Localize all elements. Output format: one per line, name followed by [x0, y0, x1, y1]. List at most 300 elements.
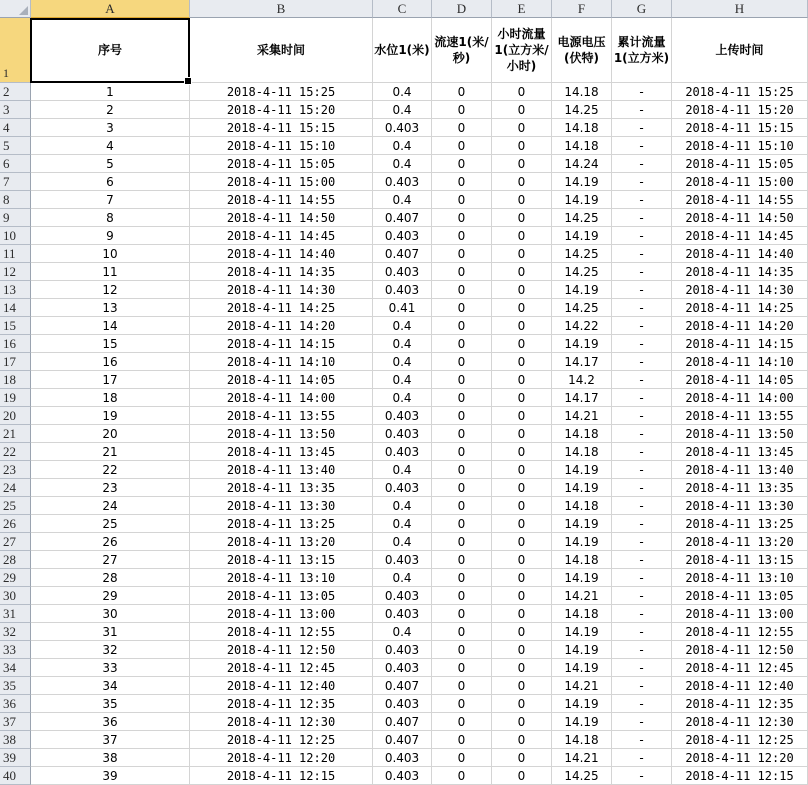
cell-cumulative-flow[interactable]: -: [612, 209, 672, 227]
cell-flow-velocity[interactable]: 0: [432, 371, 492, 389]
cell-flow-velocity[interactable]: 0: [432, 119, 492, 137]
cell-voltage[interactable]: 14.21: [552, 749, 612, 767]
cell-voltage[interactable]: 14.19: [552, 173, 612, 191]
cell-water-level[interactable]: 0.403: [373, 407, 432, 425]
cell-voltage[interactable]: 14.24: [552, 155, 612, 173]
cell-water-level[interactable]: 0.403: [373, 443, 432, 461]
column-header-g[interactable]: G: [612, 0, 672, 18]
cell-voltage[interactable]: 14.21: [552, 407, 612, 425]
cell-cumulative-flow[interactable]: -: [612, 263, 672, 281]
row-header[interactable]: 8: [0, 191, 31, 209]
cell-index[interactable]: 35: [31, 695, 190, 713]
cell-flow-velocity[interactable]: 0: [432, 551, 492, 569]
row-header[interactable]: 10: [0, 227, 31, 245]
cell-cumulative-flow[interactable]: -: [612, 119, 672, 137]
cell-upload-time[interactable]: 2018-4-11 14:55: [672, 191, 808, 209]
cell-water-level[interactable]: 0.4: [373, 623, 432, 641]
cell-upload-time[interactable]: 2018-4-11 13:50: [672, 425, 808, 443]
cell-upload-time[interactable]: 2018-4-11 13:45: [672, 443, 808, 461]
cell-voltage[interactable]: 14.21: [552, 587, 612, 605]
cell-hourly-flow[interactable]: 0: [492, 173, 552, 191]
cell-flow-velocity[interactable]: 0: [432, 443, 492, 461]
cell-hourly-flow[interactable]: 0: [492, 749, 552, 767]
cell-collect-time[interactable]: 2018-4-11 12:20: [190, 749, 373, 767]
cell-upload-time[interactable]: 2018-4-11 12:20: [672, 749, 808, 767]
cell-voltage[interactable]: 14.19: [552, 569, 612, 587]
cell-water-level[interactable]: 0.4: [373, 569, 432, 587]
cell-water-level[interactable]: 0.4: [373, 83, 432, 101]
cell-upload-time[interactable]: 2018-4-11 14:40: [672, 245, 808, 263]
cell-index[interactable]: 3: [31, 119, 190, 137]
cell-cumulative-flow[interactable]: -: [612, 137, 672, 155]
row-header[interactable]: 9: [0, 209, 31, 227]
cell-voltage[interactable]: 14.18: [552, 119, 612, 137]
row-header[interactable]: 35: [0, 677, 31, 695]
cell-upload-time[interactable]: 2018-4-11 12:45: [672, 659, 808, 677]
cell-cumulative-flow[interactable]: -: [612, 497, 672, 515]
cell-collect-time[interactable]: 2018-4-11 14:00: [190, 389, 373, 407]
cell-upload-time[interactable]: 2018-4-11 12:50: [672, 641, 808, 659]
row-header[interactable]: 18: [0, 371, 31, 389]
cell-collect-time[interactable]: 2018-4-11 14:15: [190, 335, 373, 353]
cell-hourly-flow[interactable]: 0: [492, 317, 552, 335]
row-header[interactable]: 38: [0, 731, 31, 749]
header-cell-water-level[interactable]: 水位1(米): [373, 18, 432, 83]
cell-water-level[interactable]: 0.403: [373, 587, 432, 605]
cell-voltage[interactable]: 14.18: [552, 605, 612, 623]
cell-upload-time[interactable]: 2018-4-11 14:25: [672, 299, 808, 317]
cell-collect-time[interactable]: 2018-4-11 13:10: [190, 569, 373, 587]
cell-cumulative-flow[interactable]: -: [612, 623, 672, 641]
cell-index[interactable]: 30: [31, 605, 190, 623]
cell-water-level[interactable]: 0.4: [373, 317, 432, 335]
cell-water-level[interactable]: 0.403: [373, 119, 432, 137]
cell-hourly-flow[interactable]: 0: [492, 515, 552, 533]
cell-hourly-flow[interactable]: 0: [492, 443, 552, 461]
column-header-h[interactable]: H: [672, 0, 808, 18]
row-header[interactable]: 37: [0, 713, 31, 731]
cell-cumulative-flow[interactable]: -: [612, 353, 672, 371]
cell-hourly-flow[interactable]: 0: [492, 479, 552, 497]
cell-hourly-flow[interactable]: 0: [492, 731, 552, 749]
cell-hourly-flow[interactable]: 0: [492, 497, 552, 515]
cell-flow-velocity[interactable]: 0: [432, 713, 492, 731]
cell-water-level[interactable]: 0.403: [373, 767, 432, 785]
cell-water-level[interactable]: 0.403: [373, 227, 432, 245]
cell-hourly-flow[interactable]: 0: [492, 371, 552, 389]
column-header-e[interactable]: E: [492, 0, 552, 18]
cell-cumulative-flow[interactable]: -: [612, 569, 672, 587]
cell-flow-velocity[interactable]: 0: [432, 533, 492, 551]
cell-water-level[interactable]: 0.4: [373, 137, 432, 155]
cell-voltage[interactable]: 14.2: [552, 371, 612, 389]
cell-collect-time[interactable]: 2018-4-11 14:05: [190, 371, 373, 389]
row-header[interactable]: 16: [0, 335, 31, 353]
cell-upload-time[interactable]: 2018-4-11 12:35: [672, 695, 808, 713]
cell-collect-time[interactable]: 2018-4-11 14:45: [190, 227, 373, 245]
cell-flow-velocity[interactable]: 0: [432, 605, 492, 623]
cell-flow-velocity[interactable]: 0: [432, 245, 492, 263]
cell-cumulative-flow[interactable]: -: [612, 767, 672, 785]
cell-collect-time[interactable]: 2018-4-11 12:15: [190, 767, 373, 785]
cell-cumulative-flow[interactable]: -: [612, 245, 672, 263]
row-header[interactable]: 3: [0, 101, 31, 119]
cell-voltage[interactable]: 14.25: [552, 767, 612, 785]
cell-upload-time[interactable]: 2018-4-11 13:35: [672, 479, 808, 497]
cell-index[interactable]: 24: [31, 497, 190, 515]
cell-flow-velocity[interactable]: 0: [432, 623, 492, 641]
cell-upload-time[interactable]: 2018-4-11 13:55: [672, 407, 808, 425]
cell-upload-time[interactable]: 2018-4-11 13:25: [672, 515, 808, 533]
cell-voltage[interactable]: 14.18: [552, 425, 612, 443]
cell-upload-time[interactable]: 2018-4-11 12:40: [672, 677, 808, 695]
column-header-f[interactable]: F: [552, 0, 612, 18]
cell-water-level[interactable]: 0.403: [373, 479, 432, 497]
row-header[interactable]: 36: [0, 695, 31, 713]
row-header[interactable]: 21: [0, 425, 31, 443]
cell-collect-time[interactable]: 2018-4-11 13:20: [190, 533, 373, 551]
cell-flow-velocity[interactable]: 0: [432, 281, 492, 299]
cell-flow-velocity[interactable]: 0: [432, 353, 492, 371]
cell-hourly-flow[interactable]: 0: [492, 119, 552, 137]
cell-water-level[interactable]: 0.403: [373, 749, 432, 767]
header-cell-collect-time[interactable]: 采集时间: [190, 18, 373, 83]
cell-water-level[interactable]: 0.403: [373, 263, 432, 281]
row-header[interactable]: 26: [0, 515, 31, 533]
cell-hourly-flow[interactable]: 0: [492, 713, 552, 731]
cell-voltage[interactable]: 14.18: [552, 497, 612, 515]
cell-flow-velocity[interactable]: 0: [432, 173, 492, 191]
cell-voltage[interactable]: 14.19: [552, 479, 612, 497]
cell-index[interactable]: 9: [31, 227, 190, 245]
cell-upload-time[interactable]: 2018-4-11 12:15: [672, 767, 808, 785]
cell-upload-time[interactable]: 2018-4-11 15:25: [672, 83, 808, 101]
row-header[interactable]: 14: [0, 299, 31, 317]
cell-flow-velocity[interactable]: 0: [432, 155, 492, 173]
row-header[interactable]: 19: [0, 389, 31, 407]
row-header[interactable]: 13: [0, 281, 31, 299]
cell-index[interactable]: 14: [31, 317, 190, 335]
cell-voltage[interactable]: 14.18: [552, 137, 612, 155]
cell-hourly-flow[interactable]: 0: [492, 659, 552, 677]
row-header[interactable]: 39: [0, 749, 31, 767]
cell-hourly-flow[interactable]: 0: [492, 461, 552, 479]
cell-voltage[interactable]: 14.25: [552, 101, 612, 119]
cell-voltage[interactable]: 14.19: [552, 227, 612, 245]
cell-flow-velocity[interactable]: 0: [432, 461, 492, 479]
cell-cumulative-flow[interactable]: -: [612, 731, 672, 749]
cell-index[interactable]: 39: [31, 767, 190, 785]
cell-collect-time[interactable]: 2018-4-11 15:20: [190, 101, 373, 119]
cell-cumulative-flow[interactable]: -: [612, 605, 672, 623]
cell-index[interactable]: 16: [31, 353, 190, 371]
cell-collect-time[interactable]: 2018-4-11 15:25: [190, 83, 373, 101]
cell-hourly-flow[interactable]: 0: [492, 263, 552, 281]
cell-index[interactable]: 7: [31, 191, 190, 209]
cell-upload-time[interactable]: 2018-4-11 14:20: [672, 317, 808, 335]
cell-cumulative-flow[interactable]: -: [612, 659, 672, 677]
select-all-corner[interactable]: [0, 0, 31, 18]
cell-index[interactable]: 31: [31, 623, 190, 641]
cell-water-level[interactable]: 0.407: [373, 731, 432, 749]
cell-collect-time[interactable]: 2018-4-11 15:00: [190, 173, 373, 191]
cell-cumulative-flow[interactable]: -: [612, 551, 672, 569]
row-header[interactable]: 31: [0, 605, 31, 623]
cell-flow-velocity[interactable]: 0: [432, 101, 492, 119]
cell-flow-velocity[interactable]: 0: [432, 137, 492, 155]
cell-upload-time[interactable]: 2018-4-11 13:00: [672, 605, 808, 623]
cell-voltage[interactable]: 14.25: [552, 245, 612, 263]
cell-index[interactable]: 1: [31, 83, 190, 101]
cell-hourly-flow[interactable]: 0: [492, 695, 552, 713]
cell-flow-velocity[interactable]: 0: [432, 677, 492, 695]
cell-cumulative-flow[interactable]: -: [612, 587, 672, 605]
cell-collect-time[interactable]: 2018-4-11 14:55: [190, 191, 373, 209]
cell-upload-time[interactable]: 2018-4-11 14:45: [672, 227, 808, 245]
cell-cumulative-flow[interactable]: -: [612, 479, 672, 497]
cell-voltage[interactable]: 14.19: [552, 659, 612, 677]
row-header[interactable]: 28: [0, 551, 31, 569]
cell-voltage[interactable]: 14.25: [552, 263, 612, 281]
cell-collect-time[interactable]: 2018-4-11 13:45: [190, 443, 373, 461]
cell-upload-time[interactable]: 2018-4-11 12:55: [672, 623, 808, 641]
cell-collect-time[interactable]: 2018-4-11 14:30: [190, 281, 373, 299]
cell-hourly-flow[interactable]: 0: [492, 425, 552, 443]
cell-water-level[interactable]: 0.403: [373, 605, 432, 623]
cell-upload-time[interactable]: 2018-4-11 14:35: [672, 263, 808, 281]
cell-upload-time[interactable]: 2018-4-11 15:00: [672, 173, 808, 191]
cell-voltage[interactable]: 14.18: [552, 551, 612, 569]
cell-hourly-flow[interactable]: 0: [492, 353, 552, 371]
cell-index[interactable]: 6: [31, 173, 190, 191]
cell-index[interactable]: 12: [31, 281, 190, 299]
cell-water-level[interactable]: 0.41: [373, 299, 432, 317]
cell-voltage[interactable]: 14.19: [552, 191, 612, 209]
cell-upload-time[interactable]: 2018-4-11 13:10: [672, 569, 808, 587]
cell-upload-time[interactable]: 2018-4-11 13:40: [672, 461, 808, 479]
cell-flow-velocity[interactable]: 0: [432, 191, 492, 209]
cell-hourly-flow[interactable]: 0: [492, 677, 552, 695]
cell-upload-time[interactable]: 2018-4-11 13:20: [672, 533, 808, 551]
cell-flow-velocity[interactable]: 0: [432, 587, 492, 605]
cell-voltage[interactable]: 14.21: [552, 677, 612, 695]
row-header[interactable]: 22: [0, 443, 31, 461]
cell-flow-velocity[interactable]: 0: [432, 263, 492, 281]
cell-flow-velocity[interactable]: 0: [432, 389, 492, 407]
cell-hourly-flow[interactable]: 0: [492, 227, 552, 245]
cell-upload-time[interactable]: 2018-4-11 15:15: [672, 119, 808, 137]
cell-index[interactable]: 2: [31, 101, 190, 119]
cell-collect-time[interactable]: 2018-4-11 14:25: [190, 299, 373, 317]
row-header[interactable]: 6: [0, 155, 31, 173]
cell-hourly-flow[interactable]: 0: [492, 551, 552, 569]
cell-cumulative-flow[interactable]: -: [612, 173, 672, 191]
cell-water-level[interactable]: 0.4: [373, 533, 432, 551]
cell-cumulative-flow[interactable]: -: [612, 533, 672, 551]
cell-hourly-flow[interactable]: 0: [492, 281, 552, 299]
row-header[interactable]: 29: [0, 569, 31, 587]
cell-index[interactable]: 5: [31, 155, 190, 173]
cell-upload-time[interactable]: 2018-4-11 14:30: [672, 281, 808, 299]
cell-water-level[interactable]: 0.403: [373, 551, 432, 569]
cell-upload-time[interactable]: 2018-4-11 12:30: [672, 713, 808, 731]
cell-upload-time[interactable]: 2018-4-11 15:05: [672, 155, 808, 173]
cell-flow-velocity[interactable]: 0: [432, 659, 492, 677]
cell-collect-time[interactable]: 2018-4-11 14:10: [190, 353, 373, 371]
row-header[interactable]: 27: [0, 533, 31, 551]
cell-index[interactable]: 10: [31, 245, 190, 263]
cell-hourly-flow[interactable]: 0: [492, 407, 552, 425]
cell-cumulative-flow[interactable]: -: [612, 335, 672, 353]
cell-collect-time[interactable]: 2018-4-11 12:30: [190, 713, 373, 731]
cell-index[interactable]: 25: [31, 515, 190, 533]
row-header[interactable]: 34: [0, 659, 31, 677]
cell-cumulative-flow[interactable]: -: [612, 371, 672, 389]
cell-index[interactable]: 21: [31, 443, 190, 461]
row-header[interactable]: 2: [0, 83, 31, 101]
cell-water-level[interactable]: 0.4: [373, 497, 432, 515]
row-header[interactable]: 7: [0, 173, 31, 191]
cell-water-level[interactable]: 0.403: [373, 425, 432, 443]
cell-water-level[interactable]: 0.403: [373, 659, 432, 677]
cell-flow-velocity[interactable]: 0: [432, 227, 492, 245]
cell-water-level[interactable]: 0.4: [373, 461, 432, 479]
cell-flow-velocity[interactable]: 0: [432, 209, 492, 227]
cell-water-level[interactable]: 0.4: [373, 335, 432, 353]
cell-cumulative-flow[interactable]: -: [612, 425, 672, 443]
cell-water-level[interactable]: 0.407: [373, 677, 432, 695]
cell-voltage[interactable]: 14.19: [552, 641, 612, 659]
row-header[interactable]: 1: [0, 18, 31, 83]
cell-collect-time[interactable]: 2018-4-11 13:40: [190, 461, 373, 479]
cell-upload-time[interactable]: 2018-4-11 14:15: [672, 335, 808, 353]
cell-flow-velocity[interactable]: 0: [432, 515, 492, 533]
cell-water-level[interactable]: 0.4: [373, 353, 432, 371]
cell-collect-time[interactable]: 2018-4-11 13:25: [190, 515, 373, 533]
cell-water-level[interactable]: 0.4: [373, 191, 432, 209]
row-header[interactable]: 23: [0, 461, 31, 479]
cell-water-level[interactable]: 0.403: [373, 173, 432, 191]
cell-voltage[interactable]: 14.25: [552, 299, 612, 317]
cell-index[interactable]: 29: [31, 587, 190, 605]
cell-collect-time[interactable]: 2018-4-11 12:50: [190, 641, 373, 659]
cell-water-level[interactable]: 0.4: [373, 101, 432, 119]
cell-cumulative-flow[interactable]: -: [612, 695, 672, 713]
cell-index[interactable]: 36: [31, 713, 190, 731]
cell-upload-time[interactable]: 2018-4-11 14:50: [672, 209, 808, 227]
cell-voltage[interactable]: 14.19: [552, 335, 612, 353]
row-header[interactable]: 12: [0, 263, 31, 281]
cell-index[interactable]: 34: [31, 677, 190, 695]
header-cell-upload-time[interactable]: 上传时间: [672, 18, 808, 83]
cell-cumulative-flow[interactable]: -: [612, 461, 672, 479]
cell-index[interactable]: 18: [31, 389, 190, 407]
row-header[interactable]: 15: [0, 317, 31, 335]
cell-water-level[interactable]: 0.4: [373, 371, 432, 389]
cell-voltage[interactable]: 14.19: [552, 695, 612, 713]
row-header[interactable]: 40: [0, 767, 31, 785]
cell-cumulative-flow[interactable]: -: [612, 641, 672, 659]
cell-voltage[interactable]: 14.22: [552, 317, 612, 335]
cell-flow-velocity[interactable]: 0: [432, 731, 492, 749]
cell-upload-time[interactable]: 2018-4-11 13:30: [672, 497, 808, 515]
cell-collect-time[interactable]: 2018-4-11 15:10: [190, 137, 373, 155]
cell-flow-velocity[interactable]: 0: [432, 749, 492, 767]
cell-index[interactable]: 22: [31, 461, 190, 479]
cell-collect-time[interactable]: 2018-4-11 13:00: [190, 605, 373, 623]
row-header[interactable]: 33: [0, 641, 31, 659]
cell-voltage[interactable]: 14.19: [552, 281, 612, 299]
column-header-d[interactable]: D: [432, 0, 492, 18]
cell-collect-time[interactable]: 2018-4-11 12:55: [190, 623, 373, 641]
column-header-b[interactable]: B: [190, 0, 373, 18]
cell-cumulative-flow[interactable]: -: [612, 389, 672, 407]
cell-flow-velocity[interactable]: 0: [432, 299, 492, 317]
cell-cumulative-flow[interactable]: -: [612, 83, 672, 101]
cell-upload-time[interactable]: 2018-4-11 13:15: [672, 551, 808, 569]
cell-collect-time[interactable]: 2018-4-11 12:45: [190, 659, 373, 677]
row-header[interactable]: 4: [0, 119, 31, 137]
cell-flow-velocity[interactable]: 0: [432, 479, 492, 497]
cell-cumulative-flow[interactable]: -: [612, 407, 672, 425]
column-header-a[interactable]: A: [31, 0, 190, 18]
cell-collect-time[interactable]: 2018-4-11 13:35: [190, 479, 373, 497]
cell-flow-velocity[interactable]: 0: [432, 497, 492, 515]
cell-hourly-flow[interactable]: 0: [492, 623, 552, 641]
cell-water-level[interactable]: 0.407: [373, 245, 432, 263]
cell-hourly-flow[interactable]: 0: [492, 101, 552, 119]
cell-index[interactable]: 26: [31, 533, 190, 551]
cell-voltage[interactable]: 14.19: [552, 533, 612, 551]
cell-voltage[interactable]: 14.25: [552, 209, 612, 227]
cell-upload-time[interactable]: 2018-4-11 14:05: [672, 371, 808, 389]
cell-upload-time[interactable]: 2018-4-11 14:00: [672, 389, 808, 407]
row-header[interactable]: 11: [0, 245, 31, 263]
cell-flow-velocity[interactable]: 0: [432, 425, 492, 443]
cell-collect-time[interactable]: 2018-4-11 14:20: [190, 317, 373, 335]
cell-hourly-flow[interactable]: 0: [492, 137, 552, 155]
cell-flow-velocity[interactable]: 0: [432, 335, 492, 353]
cell-hourly-flow[interactable]: 0: [492, 389, 552, 407]
cell-voltage[interactable]: 14.19: [552, 515, 612, 533]
row-header[interactable]: 32: [0, 623, 31, 641]
cell-collect-time[interactable]: 2018-4-11 15:15: [190, 119, 373, 137]
cell-hourly-flow[interactable]: 0: [492, 245, 552, 263]
cell-cumulative-flow[interactable]: -: [612, 515, 672, 533]
cell-upload-time[interactable]: 2018-4-11 12:25: [672, 731, 808, 749]
cell-flow-velocity[interactable]: 0: [432, 695, 492, 713]
row-header[interactable]: 24: [0, 479, 31, 497]
cell-collect-time[interactable]: 2018-4-11 13:50: [190, 425, 373, 443]
cell-cumulative-flow[interactable]: -: [612, 191, 672, 209]
cell-flow-velocity[interactable]: 0: [432, 641, 492, 659]
cell-flow-velocity[interactable]: 0: [432, 407, 492, 425]
row-header[interactable]: 5: [0, 137, 31, 155]
cell-index[interactable]: 37: [31, 731, 190, 749]
cell-collect-time[interactable]: 2018-4-11 12:25: [190, 731, 373, 749]
column-header-c[interactable]: C: [373, 0, 432, 18]
cell-voltage[interactable]: 14.19: [552, 713, 612, 731]
cell-upload-time[interactable]: 2018-4-11 15:20: [672, 101, 808, 119]
cell-index[interactable]: 13: [31, 299, 190, 317]
cell-collect-time[interactable]: 2018-4-11 12:35: [190, 695, 373, 713]
cell-water-level[interactable]: 0.403: [373, 695, 432, 713]
cell-flow-velocity[interactable]: 0: [432, 767, 492, 785]
cell-index[interactable]: 4: [31, 137, 190, 155]
cell-hourly-flow[interactable]: 0: [492, 641, 552, 659]
header-cell-flow-velocity[interactable]: 流速1(米/秒): [432, 18, 492, 83]
cell-hourly-flow[interactable]: 0: [492, 209, 552, 227]
